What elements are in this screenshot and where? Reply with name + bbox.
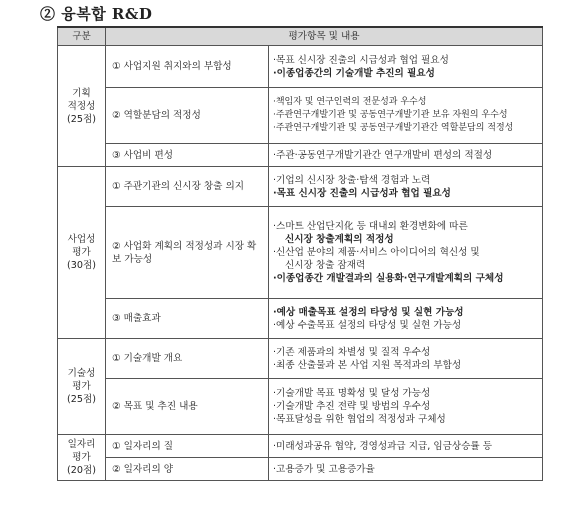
header-category: 구분: [58, 27, 106, 46]
table-row: [58, 339, 543, 379]
item-content: ·주관·공동연구개발기관간 연구개발비 편성의 적절성: [269, 144, 543, 167]
table-row: [58, 88, 543, 144]
table-row: [58, 46, 543, 88]
item-content: ·기존 제품과의 차별성 및 질적 우수성 ·최종 산출물과 본 사업 지원 목적과의 부합성: [269, 339, 543, 379]
item-label: ② 역할분담의 적정성: [106, 88, 269, 144]
category-cell: 사업성 평가 (30점): [58, 167, 106, 339]
item-label: ③ 매출효과: [106, 299, 269, 339]
item-label: ① 일자리의 질: [106, 435, 269, 458]
item-content: ·미래성과공유 협약, 경영성과급 지급, 임금상승률 등: [269, 435, 543, 458]
table-row: [58, 167, 543, 207]
category-cell: 기획 적정성 (25점): [58, 46, 106, 167]
table-row: [58, 207, 543, 299]
item-label: ① 주관기관의 신시장 창출 의지: [106, 167, 269, 207]
item-content: ·기업의 신시장 창출·탐색 경험과 노력 ·목표 신시장 진출의 시급성과 협업 필요성: [269, 167, 543, 207]
table-row: [58, 435, 543, 458]
item-content: ·책임자 및 연구인력의 전문성과 우수성 ·주관연구개발기관 및 공동연구개발기관 보유 자원의 우수성 ·주관연구개발기관 및 공동연구개발기관간 역할분담의 적정성: [269, 88, 543, 144]
item-content: ·고용증가 및 고용증가율: [269, 458, 543, 481]
table-row: [58, 379, 543, 435]
item-label: ① 사업지원 취지와의 부합성: [106, 46, 269, 88]
table-row: [58, 144, 543, 167]
item-content: ·스마트 산업단지化 등 대내외 환경변화에 따른 신시장 창출계획의 적정성 ·신산업 분야의 제품·서비스 아이디어의 혁신성 및 신시장 창출 잠재력 ·이종업종간 개발결과의 실용화·연구개발계획의 구체성: [269, 207, 543, 299]
table-header-row: [58, 27, 543, 46]
item-label: ② 목표 및 추진 내용: [106, 379, 269, 435]
evaluation-table: [57, 26, 543, 481]
item-content: ·기술개발 목표 명확성 및 달성 가능성 ·기술개발 추진 전략 및 방법의 우수성 ·목표달성을 위한 협업의 적정성과 구체성: [269, 379, 543, 435]
section-title: ② 융복합 R&D: [40, 5, 153, 23]
item-label: ③ 사업비 편성: [106, 144, 269, 167]
header-items: 평가항목 및 내용: [106, 27, 543, 46]
item-content: ·목표 신시장 진출의 시급성과 협업 필요성 ·이종업종간의 기술개발 추진의 필요성: [269, 46, 543, 88]
table-row: [58, 299, 543, 339]
table-row: [58, 458, 543, 481]
item-label: ① 기술개발 개요: [106, 339, 269, 379]
category-cell: 일자리 평가 (20점): [58, 435, 106, 481]
item-label: ② 사업화 계획의 적정성과 시장 확보 가능성: [106, 207, 269, 299]
item-content: ·예상 매출목표 설정의 타당성 및 실현 가능성 ·예상 수출목표 설정의 타당성 및 실현 가능성: [269, 299, 543, 339]
category-cell: 기술성 평가 (25점): [58, 339, 106, 435]
item-label: ② 일자리의 양: [106, 458, 269, 481]
